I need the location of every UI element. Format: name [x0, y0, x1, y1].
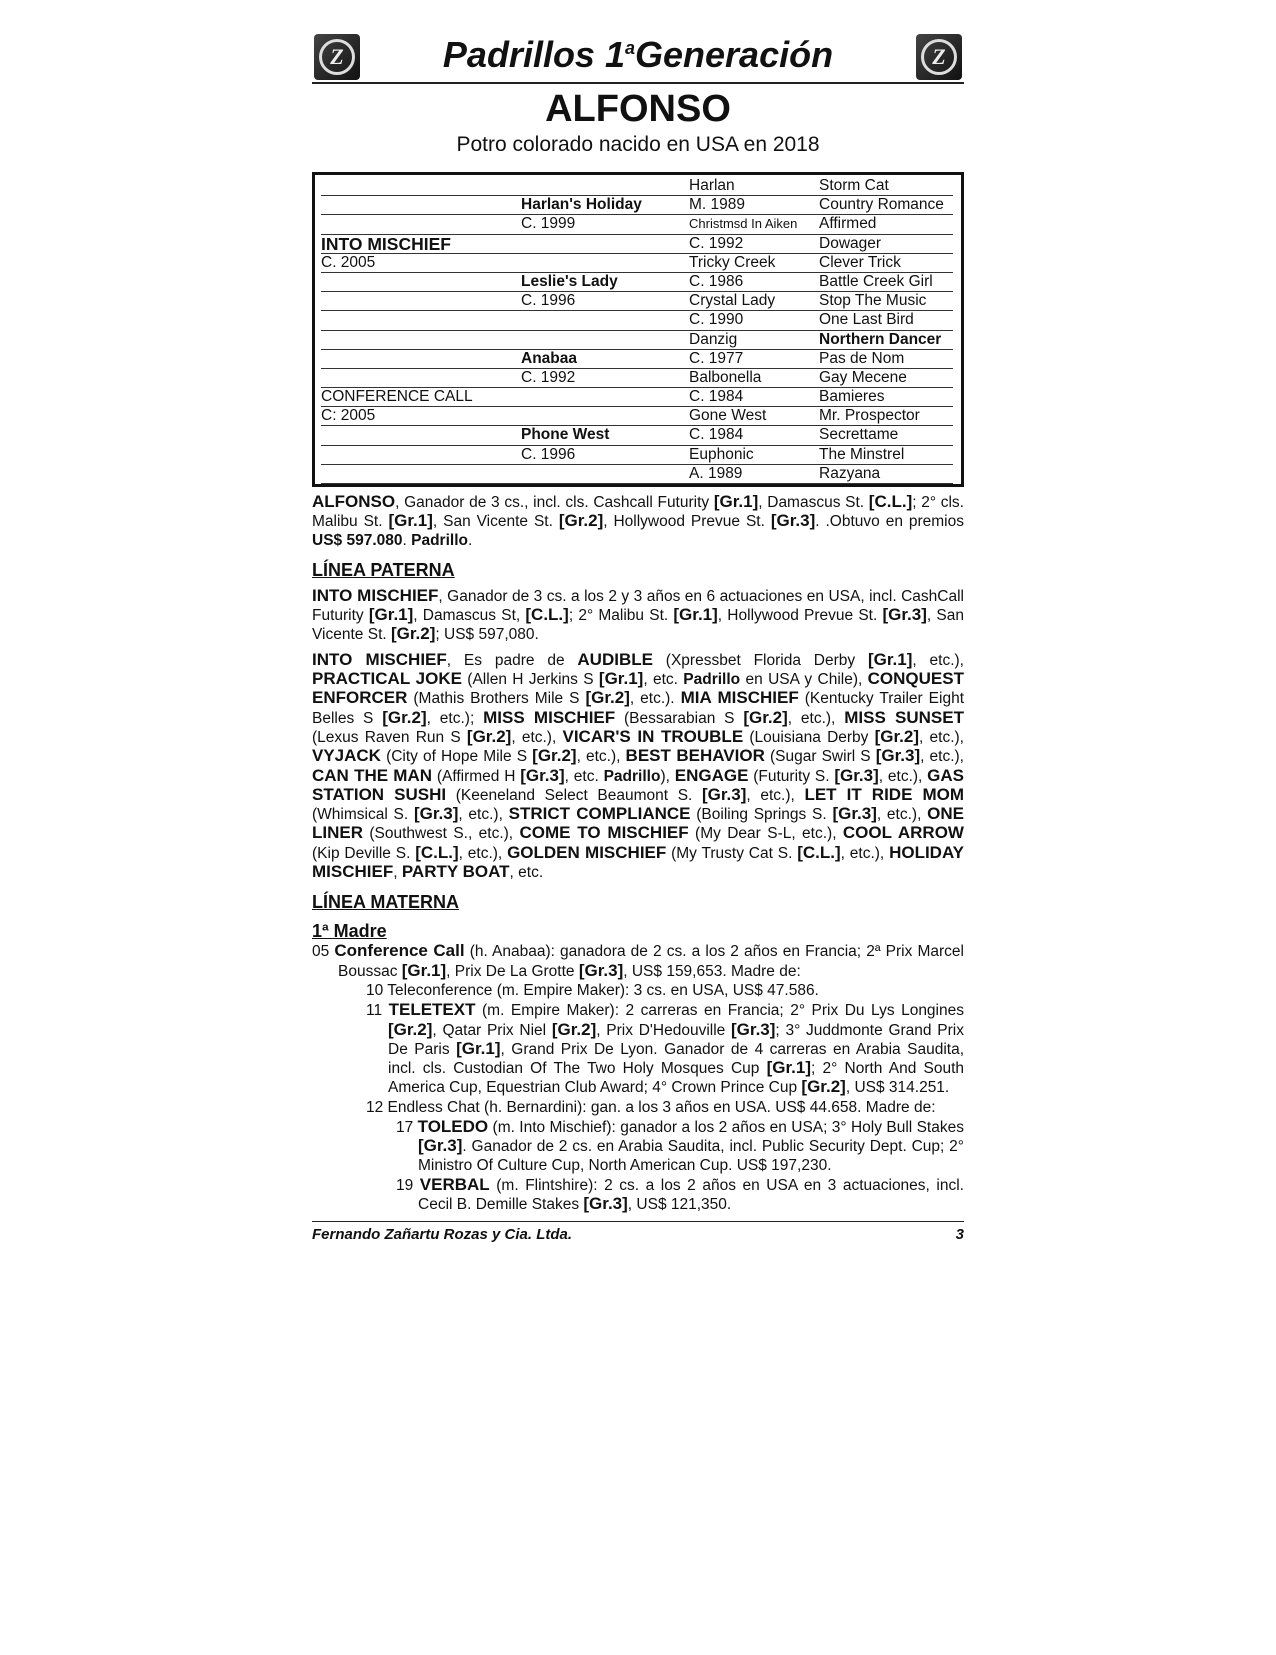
horse-ref: VICAR'S IN TROUBLE [562, 726, 744, 746]
text-run: , etc.), [746, 786, 805, 804]
text-run: , etc. [643, 671, 684, 689]
pedigree-cell: Country Romance [819, 196, 953, 215]
descendant-entry [338, 982, 964, 1000]
pedigree-cell: C. 1992 [521, 369, 689, 388]
pedigree-cell: Stop The Music [819, 292, 953, 311]
pedigree-row [321, 388, 953, 407]
descendant-entry [338, 1099, 964, 1117]
text-run: 11 [366, 1002, 389, 1020]
section-linea-paterna: LÍNEA PATERNA [312, 559, 455, 580]
text-run: (Mathis Brothers Mile S [407, 690, 586, 708]
text-run: (Allen H Jerkins S [461, 671, 599, 689]
grade-badge: [Gr.3] [413, 804, 459, 824]
horse-ref: MIA MISCHIEF [680, 688, 799, 708]
pedigree-cell: Christmsd In Aiken [689, 215, 819, 234]
descendant-entry [338, 1001, 964, 1097]
pedigree-cell [521, 388, 689, 407]
pedigree-cell [521, 177, 689, 196]
text-run: , Es padre de [446, 651, 578, 669]
pedigree-row [321, 369, 953, 388]
grade-badge: [Gr.2] [551, 1019, 597, 1039]
grade-badge: [Gr.3] [578, 960, 624, 980]
text-run: , Qatar Prix Niel [432, 1021, 552, 1039]
pedigree-cell: Crystal Lady [689, 292, 819, 311]
horse-ref: VYJACK [312, 746, 381, 766]
grade-badge: [Gr.2] [388, 1019, 433, 1039]
text-run: 05 [312, 943, 335, 961]
text-run: (Southwest S., etc.), [363, 825, 520, 843]
grade-badge: [Gr.3] [702, 784, 747, 804]
text-run: (m. Flintshire): 2 cs. a los 2 años en USA en 3 actuaciones, incl. Cecil B. Demille Stakes [418, 1176, 964, 1214]
horse-ref: LET IT RIDE MOM [804, 784, 965, 804]
text-run: , etc.), [458, 806, 509, 824]
pedigree-row [321, 273, 953, 292]
horse-description: Potro colorado nacido en USA en 2018 [456, 133, 820, 156]
pedigree-cell [521, 465, 689, 484]
grade-badge: [Gr.2] [585, 688, 630, 708]
grade-badge: [Gr.3] [834, 765, 879, 785]
summary-paragraph: ALFONSO, Ganador de 3 cs., incl. cls. Cashcall Futurity [Gr.1], Damascus St. [C.L.]; 2° cls. Malibu St. [Gr.1], San Vicente St. [Gr.2], Hollywood Prevue St. [Gr.3]. .Obtuvo en premios US$ 597.080. Padrillo. [312, 492, 964, 549]
pedigree-cell [321, 426, 521, 445]
pedigree-cell [321, 273, 521, 292]
text-run: 17 [396, 1119, 418, 1137]
grade-badge: [Gr.2] [801, 1077, 846, 1097]
horse-ref: MISS SUNSET [844, 707, 964, 727]
pedigree-row [321, 426, 953, 445]
text-run: , etc.), [920, 748, 964, 766]
horse-ref: COOL ARROW [842, 823, 964, 843]
horse-ref: PRACTICAL JOKE [312, 669, 462, 689]
pedigree-cell: Balbonella [689, 369, 819, 388]
pedigree-cell [321, 311, 521, 330]
text-run: , etc.), [511, 728, 563, 746]
page-footer [312, 1221, 964, 1243]
grade-badge: [Gr.1] [766, 1058, 811, 1078]
horse-ref: MISS MISCHIEF [483, 707, 616, 727]
pedigree-cell [521, 235, 689, 254]
horse-ref: CONQUEST ENFORCER [312, 669, 964, 708]
grade-badge: [Gr.1] [598, 669, 644, 689]
grade-badge: [Gr.3] [731, 1019, 776, 1039]
horse-name: ALFONSO [545, 88, 731, 130]
grade-badge: [C.L.] [797, 842, 841, 862]
pedigree-cell: C. 1984 [689, 388, 819, 407]
paterna-paragraph-2 [312, 651, 964, 883]
text-run: (City of Hope Mile S [380, 748, 533, 766]
text-run: 12 Endless Chat (h. Bernardini): gan. a los 3 años en USA. US$ 44.658. Madre de: [366, 1098, 936, 1116]
text-run: , US$ 159,653. Madre de: [623, 962, 801, 980]
text-run: Padrillo [603, 767, 661, 785]
horse-ref: AUDIBLE [577, 649, 653, 669]
pedigree-cell: Storm Cat [819, 177, 953, 196]
pedigree-cell: Bamieres [819, 388, 953, 407]
text-run: Padrillo [683, 671, 741, 689]
pedigree-cell [321, 331, 521, 350]
descendant-entry [364, 1118, 964, 1175]
pedigree-cell: Clever Trick [819, 254, 953, 273]
pedigree-cell: CONFERENCE CALL [321, 388, 521, 407]
logo-letter: Z [921, 39, 957, 75]
pedigree-cell: C. 2005 [321, 254, 521, 273]
grade-badge: [Gr.2] [743, 707, 788, 727]
text-run: , [393, 864, 402, 882]
pedigree-row [321, 196, 953, 215]
text-run: 19 [396, 1176, 420, 1194]
text-run: ; 3° Juddmonte Grand Prix De Paris [388, 1021, 964, 1058]
horse-ref: GOLDEN MISCHIEF [507, 842, 667, 862]
page-header [312, 30, 964, 84]
pedigree-cell: C. 1990 [689, 311, 819, 330]
pedigree-row [321, 350, 953, 369]
pedigree-cell [321, 196, 521, 215]
pedigree-table [312, 172, 964, 487]
pedigree-cell: INTO MISCHIEF [321, 235, 521, 254]
text-run: (Kentucky Trailer Eight Belles S [312, 690, 964, 727]
footer-company: Fernando Zañartu Rozas y Cia. Ltda. [312, 1225, 573, 1243]
horse-ref: STRICT COMPLIANCE [508, 804, 691, 824]
pedigree-cell: Pas de Nom [819, 350, 953, 369]
pedigree-cell: M. 1989 [689, 196, 819, 215]
text-run: (Affirmed H [432, 767, 521, 785]
text-run: (Louisiana Derby [743, 728, 875, 746]
pedigree-cell: C: 2005 [321, 407, 521, 426]
pedigree-cell: Gone West [689, 407, 819, 426]
logo-right [916, 34, 962, 80]
grade-badge: [Gr.1] [401, 960, 447, 980]
grade-badge: [Gr.1] [456, 1038, 501, 1058]
text-run: , etc.), [840, 844, 890, 862]
text-run: , etc.), [876, 806, 928, 824]
pedigree-cell: Northern Dancer [819, 331, 953, 350]
pedigree-cell: Danzig [689, 331, 819, 350]
horse-ref: COME TO MISCHIEF [519, 823, 689, 843]
pedigree-cell [321, 215, 521, 234]
pedigree-row [321, 446, 953, 465]
horse-ref: Conference Call [334, 941, 465, 961]
text-run: , etc.), [878, 767, 928, 785]
pedigree-cell: C. 1999 [521, 215, 689, 234]
descendant-entry [312, 942, 964, 981]
text-run: 10 Teleconference (m. Empire Maker): 3 cs. en USA, US$ 47.586. [366, 981, 819, 999]
pedigree-cell [321, 350, 521, 369]
text-run: (Boiling Springs S. [690, 806, 833, 824]
pedigree-cell: C. 1977 [689, 350, 819, 369]
pedigree-cell: C. 1996 [521, 446, 689, 465]
grade-badge: [Gr.3] [418, 1136, 463, 1156]
pedigree-cell: The Minstrel [819, 446, 953, 465]
logo-letter: Z [319, 39, 355, 75]
footer-page-number: 3 [955, 1225, 964, 1243]
text-run: , etc. [564, 767, 604, 785]
materna-entries [312, 942, 964, 1214]
pedigree-row [321, 292, 953, 311]
pedigree-cell: C. 1996 [521, 292, 689, 311]
grade-badge: [Gr.2] [874, 726, 920, 746]
pedigree-cell: Secrettame [819, 426, 953, 445]
pedigree-row [321, 215, 953, 234]
text-run: , etc.), [576, 748, 626, 766]
text-run: (Bessarabian S [615, 709, 744, 727]
descendant-entry [364, 1176, 964, 1215]
text-run: , etc.). [629, 690, 681, 708]
text-run: , US$ 121,350. [627, 1196, 732, 1214]
text-run: (h. Anabaa): ganadora de 2 cs. a los 2 años en Francia; 2ª Prix Marcel Boussac [338, 943, 964, 980]
pedigree-cell: Razyana [819, 465, 953, 484]
horse-ref: INTO MISCHIEF [312, 649, 447, 669]
text-run: (Lexus Raven Run S [312, 728, 467, 746]
text-run: (My Dear S-L, etc.), [688, 825, 843, 843]
text-run: (My Trusty Cat S. [666, 844, 798, 862]
pedigree-cell: C. 1992 [689, 235, 819, 254]
grade-badge: [Gr.3] [583, 1194, 628, 1214]
text-run: (Futurity S. [748, 767, 835, 785]
grade-badge: [Gr.1] [867, 649, 913, 669]
text-run: (m. Into Mischief): ganador a los 2 años en USA; 3° Holy Bull Stakes [488, 1119, 964, 1137]
pedigree-cell: Harlan [689, 177, 819, 196]
text-run: ), [660, 767, 675, 785]
pedigree-cell [521, 407, 689, 426]
pedigree-row [321, 311, 953, 330]
grade-badge: [Gr.2] [532, 746, 577, 766]
grade-badge: [C.L.] [415, 842, 459, 862]
pedigree-row [321, 331, 953, 350]
pedigree-cell: Tricky Creek [689, 254, 819, 273]
pedigree-cell: Euphonic [689, 446, 819, 465]
pedigree-cell [321, 465, 521, 484]
pedigree-row [321, 235, 953, 254]
horse-ref: BEST BEHAVIOR [625, 746, 765, 766]
text-run: , etc.), [919, 728, 964, 746]
document-page [312, 30, 964, 1243]
pedigree-cell: Battle Creek Girl [819, 273, 953, 292]
pedigree-cell: One Last Bird [819, 311, 953, 330]
grade-badge: [Gr.2] [382, 707, 427, 727]
text-run: (Keeneland Select Beaumont S. [446, 786, 702, 804]
text-run: , US$ 314.251. [845, 1079, 950, 1097]
pedigree-cell [521, 311, 689, 330]
horse-ref: TOLEDO [417, 1117, 489, 1137]
pedigree-row [321, 407, 953, 426]
text-run: , etc.), [787, 709, 845, 727]
horse-ref: HOLIDAY MISCHIEF [312, 842, 965, 882]
pedigree-cell: Phone West [521, 426, 689, 445]
grade-badge: [Gr.2] [466, 726, 512, 746]
pedigree-cell: C. 1984 [689, 426, 819, 445]
horse-ref: ENGAGE [674, 765, 749, 785]
text-run: , etc.), [458, 844, 508, 862]
text-run: ; 2° North And South America Cup, Equestrian Club Award; 4° Crown Prince Cup [388, 1060, 965, 1097]
pedigree-cell: Leslie's Lady [521, 273, 689, 292]
horse-ref: CAN THE MAN [312, 765, 433, 785]
header-title: Padrillos 1$^a$Generación [442, 34, 834, 75]
text-run: . Ganador de 2 cs. en Arabia Saudita, incl. Public Security Dept. Cup; 2° Ministro Of Culture Cup, North American Cup. US$ 197,230. [418, 1138, 964, 1174]
text-run: , Grand Prix De Lyon. Ganador de 4 carreras en Arabia Saudita, incl. cls. Custodian Of The Two Holy Mosques Cup [388, 1040, 964, 1078]
horse-ref: ONE LINER [312, 804, 964, 843]
pedigree-cell: Gay Mecene [819, 369, 953, 388]
pedigree-row [321, 465, 953, 484]
pedigree-row [321, 177, 953, 196]
horse-ref: GAS STATION SUSHI [312, 765, 964, 804]
text-run: (Xpressbet Florida Derby [652, 651, 868, 669]
text-run: (Sugar Swirl S [764, 748, 876, 766]
text-run: , Prix D'Hedouville [596, 1021, 732, 1039]
pedigree-cell [321, 292, 521, 311]
grade-badge: [Gr.3] [832, 804, 877, 824]
text-run: , etc.), [912, 651, 964, 669]
horse-ref: TELETEXT [388, 1000, 476, 1020]
text-run: (Kip Deville S. [312, 844, 416, 862]
pedigree-cell: Affirmed [819, 215, 953, 234]
pedigree-cell: C. 1986 [689, 273, 819, 292]
pedigree-cell: Dowager [819, 235, 953, 254]
pedigree-cell [321, 446, 521, 465]
pedigree-cell: Anabaa [521, 350, 689, 369]
grade-badge: [Gr.3] [875, 746, 921, 766]
pedigree-cell [321, 177, 521, 196]
pedigree-cell [321, 369, 521, 388]
horse-ref: PARTY BOAT [401, 862, 510, 882]
text-run: , etc. [509, 864, 544, 882]
pedigree-cell: A. 1989 [689, 465, 819, 484]
text-run: (m. Empire Maker): 2 carreras en Francia; 2° Prix Du Lys Longines [475, 1002, 964, 1020]
madre-heading: 1ª Madre [312, 921, 387, 942]
text-run: , etc.); [426, 709, 484, 727]
pedigree-cell [521, 331, 689, 350]
paterna-paragraph-1: INTO MISCHIEF, Ganador de 3 cs. a los 2 y 3 años en 6 actuaciones en USA, incl. CashCall Futurity [Gr.1], Damascus St, [C.L.]; 2° Malibu St. [Gr.1], Hollywood Prevue St. [Gr.3], San Vicente St. [Gr.2]; US$ 597,080. [312, 585, 964, 644]
text-run: , Prix De La Grotte [446, 962, 579, 980]
text-run: en USA y Chile), [740, 671, 868, 689]
pedigree-row [321, 254, 953, 273]
pedigree-cell [521, 254, 689, 273]
grade-badge: [Gr.3] [520, 765, 565, 785]
section-linea-materna: LÍNEA MATERNA [312, 892, 459, 913]
pedigree-cell: Harlan's Holiday [521, 196, 689, 215]
horse-ref: VERBAL [419, 1174, 490, 1194]
text-run: (Whimsical S. [312, 806, 414, 824]
pedigree-cell: Mr. Prospector [819, 407, 953, 426]
